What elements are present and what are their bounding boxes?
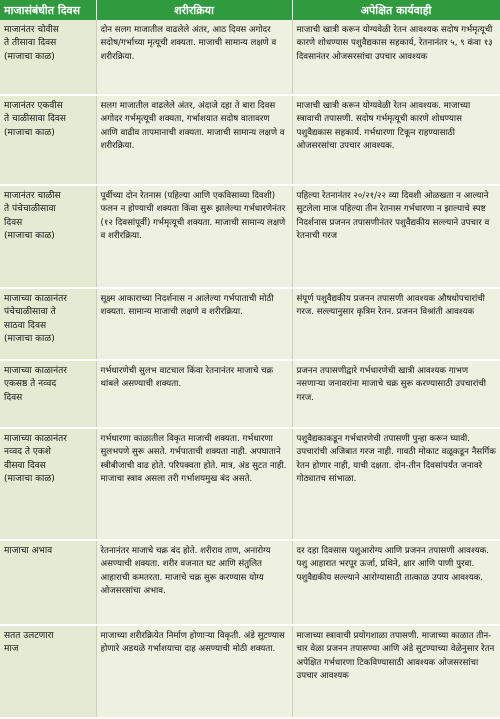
period-cell <box>0 360 96 428</box>
action-cell: माजाच्या स्त्रावाची प्रयोगशाळा तपासणी. माजाच्या काळात तीन-चार वेळा प्रजनन तपासण्या आणि अंडे सुटण्याच्या वेळेनुसार रेतन अपेक्षित गर्भधारणा टिकविण्यासाठी आवश्यक ओजसरसांचा उपचार आवश्यक <box>292 625 500 718</box>
period-cell <box>0 95 96 185</box>
period-cell <box>0 428 96 540</box>
period-line: माजाच्या काळानंतर <box>4 434 67 444</box>
header-row <box>0 0 500 20</box>
period-cell <box>0 185 96 288</box>
period-line: (माजाचा काळ) <box>4 333 55 344</box>
period-line: (माजाचा काळ) <box>4 230 55 241</box>
table-row <box>0 625 500 718</box>
period-line: माजाचा अभाव <box>4 546 53 556</box>
header-physiology: शरीरक्रिया <box>96 0 292 20</box>
header-action: अपेक्षित कार्यवाही <box>292 0 500 20</box>
period-line: माजानंतर चाळीस <box>4 191 61 201</box>
action-cell: संपूर्ण पशुवैद्यकीय प्रजनन तपासणी आवश्यक औषधोपचारांची गरज. सल्ल्यानुसार कृत्रिम रेतन. प्रजनन विश्रांती आवश्यक <box>292 288 500 360</box>
period-line: माजाच्या काळानंतर <box>4 366 67 376</box>
physiology-cell: गर्भधारणा काळातील विकृत माजाची शक्यता. गर्भधारणा सुलभपणे सुरू असते. गर्भपाताची शक्यता नाही. अपघाताने स्त्रीबीजाची वाढ होते. परिपक्वता होते. मात्र, अंड सुटत नाही. माजाचा स्त्राव असला तरी गर्भाशयमुख बंद असते. <box>96 428 292 540</box>
physiology-cell: गर्भधारणेची सुलभ वाटचाल किंवा रेतनानंतर माजाचे चक्र थांबले असण्याची शक्यता. <box>96 360 292 428</box>
action-cell: पशुवैद्यकाकडून गर्भधारणेची तपासणी पुन्हा करून घ्यावी. उपचारांची अजिबात गरज नाही. गावठी मोकाट वळूकडून नैसर्गिक रेतन होणार नाही, याची दक्षता. दोन-तीन दिवसांपर्यंत जनावरे गोठ्यातच सांभाळा. <box>292 428 500 540</box>
table-row <box>0 185 500 288</box>
period-line: (माजाचा काळ) <box>4 473 55 484</box>
table-row <box>0 95 500 185</box>
action-cell: माजाची खात्री करून योग्यवेळी रेतन आवश्यक सदोष गर्भमृत्यूची कारणे शोधण्यास पशुवैद्यकास सहकार्य, रेतनानंतर ५, ९ कंवा १३ दिवसानंतर ओजसरसांचा उपचार आवश्यक <box>292 20 500 95</box>
period-line: दिवस <box>4 217 23 228</box>
table-row <box>0 20 500 95</box>
physiology-cell: रेतनानंतर माजाचे चक्र बंद होते. शरीराव ताण, अनारोग्य असण्याची शक्यता. शरीर वजनात घट आणि संतुलित आहाराची कमतरता. माजाचे चक्र सुरू करण्यास योग्य ओजसरसांचा अभाव. <box>96 540 292 625</box>
table-row <box>0 428 500 540</box>
period-cell <box>0 540 96 625</box>
period-line: दिवस <box>4 392 23 403</box>
period-cell <box>0 288 96 360</box>
period-line: माजानंतर एकवीस <box>4 101 63 111</box>
physiology-cell: दोन सलग माजातील वाढलेले अंतर, आठ दिवस अगोदर सदोष/गर्भाच्या मृत्यूची शक्यता. माजाची सामान्य लक्षणे व शरीरक्रिया. <box>96 20 292 95</box>
period-line: नव्वद ते एकशे <box>4 447 51 458</box>
period-line: माज <box>4 644 19 655</box>
table-row <box>0 288 500 360</box>
physiology-cell: माजाच्या शरीरक्रियेत निर्माण होणाऱ्या विकृती. अंडे सुटण्यास होणारे अडथळे गर्भाशयाचा दाह असण्याची मोठी शक्यता. <box>96 625 292 718</box>
period-line: पंचेचाळीसावा ते <box>4 307 56 318</box>
physiology-cell: सूक्ष्म आकाराच्या निदर्शनास न आलेल्या गर्भपाताची मोठी शक्यता. सामान्य माजाची लक्षणे व शरीरक्रिया. <box>96 288 292 360</box>
action-cell: पहिल्या रेतनानंतर २०/२१/२२ व्या दिवशी ओळखता न आल्याने सुटलेला माज पहिल्या तीन रेतनास गर्भधारणा न झाल्याचे स्पष्ट निदर्शनास प्रजनन तपासणीनंतर पशुवैद्यकीय सल्ल्याने उपचार व रेतनाची गरज <box>292 185 500 288</box>
period-cell <box>0 625 96 718</box>
physiology-cell: पूर्वीच्या दोन रेतनास (पहिल्या आणि एकविसाव्या दिवशी) फलन न होण्याची शक्यता किंवा सुरू झालेल्या गर्भधारणेनंतर (१२ दिवसांपूर्वी) गर्भमृत्यूची शक्यता. माजाची सामान्य लक्षणे व शरीरक्रिया. <box>96 185 292 288</box>
period-line: एकसष्ठ ते नव्वद <box>4 379 57 390</box>
table-row <box>0 360 500 428</box>
action-cell: दर दहा दिवसास पशुआरोग्य आणि प्रजनन तपासणी आवश्यक. पशु आहारात भरपूर ऊर्जा, प्रथिने, क्षार आणि पाणी पुरवा. पशुवैद्यकीय सल्ल्याने आरोग्यासाठी तात्काळ उपाय आवश्यक. <box>292 540 500 625</box>
period-cell <box>0 20 96 95</box>
period-line: साठवा दिवस <box>4 320 47 331</box>
period-line: (माजाचा काळ) <box>4 51 55 62</box>
period-line: माजाच्या काळानंतर <box>4 294 67 304</box>
physiology-cell: सलग माजातील वाढलेले अंतर, अंदाजे दहा ते बारा दिवस अगोदर गर्भमृत्यूची शक्यता, गर्भाशयात सदोष वातावरण आणि वाढीव तापमानाची शक्यता. माजाची सामान्य लक्षणे व शरीरक्रिया. <box>96 95 292 185</box>
header-period: माजासंबंधीत दिवस <box>0 0 96 20</box>
period-line: सतत उलटणारा <box>4 631 54 641</box>
action-cell: माजाची खात्री करून योग्यवेळी रेतन आवश्यक. माजाच्या स्त्रावाची तपासणी. सदोष गर्भमृत्यूची कारणे शोधण्यास पशुवैद्यकास सहकार्य. गर्भधारणा टिकून राहण्यासाठी ओजसरसांचा उपचार आवश्यक. <box>292 95 500 185</box>
period-line: ते चाळीसावा दिवस <box>4 114 67 125</box>
period-line: (माजाचा काळ) <box>4 127 55 138</box>
period-line: माजानंतर चोवीस <box>4 25 59 35</box>
period-line: वीसवा दिवस <box>4 460 46 471</box>
action-cell: प्रजनन तपासणीद्वारे गर्भधारणेची खात्री आवश्यक गाभण नसणाऱ्या जनावरांना माजाचे चक्र सुरू करण्यासाठी उपचारांची गरज. <box>292 360 500 428</box>
table-row <box>0 540 500 625</box>
period-line: ते पंचेचाळीसावा <box>4 204 56 215</box>
period-line: ते तीसावा दिवस <box>4 38 57 49</box>
